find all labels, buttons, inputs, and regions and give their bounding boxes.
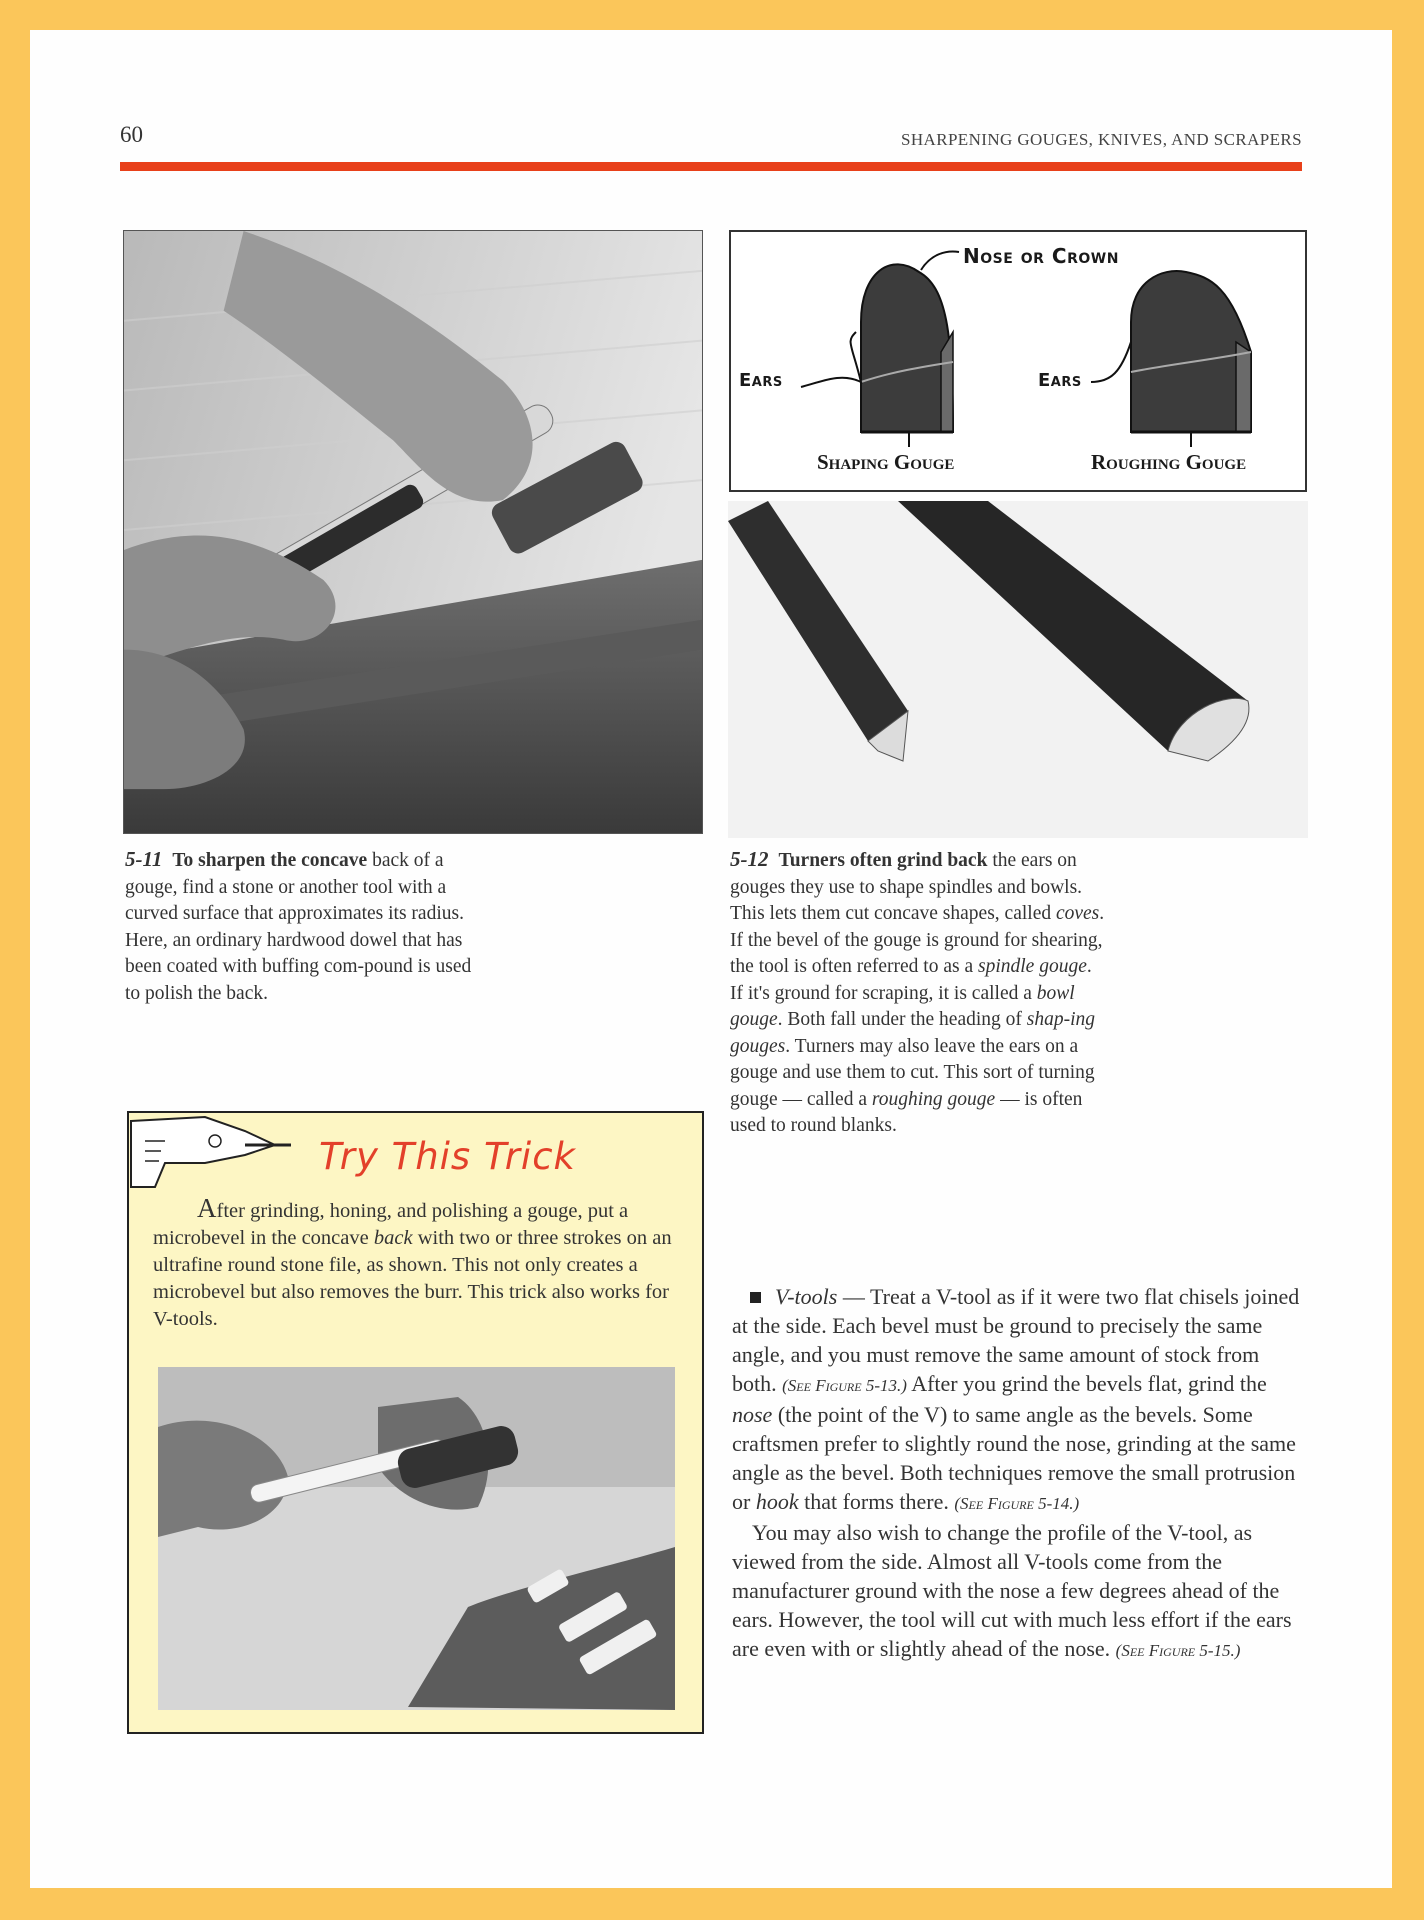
diagram-label-ears-right: Ears <box>1038 370 1082 391</box>
figure-5-12-caption <box>730 846 1105 1140</box>
bullet-icon <box>750 1292 761 1303</box>
caption-text: . If it's ground for scraping, it is called a <box>730 956 1092 1004</box>
trick-title: Try This Trick <box>319 1135 576 1178</box>
drill-icon <box>125 1111 295 1191</box>
paragraph-profile <box>732 1518 1307 1665</box>
figure-5-11-caption <box>125 846 485 1007</box>
trick-photo <box>158 1367 675 1710</box>
term: V-tools <box>775 1284 838 1309</box>
text: After you grind the bevels flat, grind the <box>906 1371 1267 1396</box>
text: You may also wish to change the profile of the V-tool, as viewed from the side. Almost all V-tools come from the manufacturer ground with the nose a few degrees ahead of the ears. However, the tool will cut with much less effort if the ears are even with or slightly ahead of the nose. <box>732 1520 1292 1661</box>
trick-text <box>153 1195 683 1333</box>
header-rule <box>120 162 1302 171</box>
page-number: 60 <box>120 122 143 147</box>
caption-lead: To sharpen the concave <box>172 850 368 871</box>
figure-5-12-photo <box>728 501 1308 838</box>
diagram-label-nose: Nose or Crown <box>963 244 1119 268</box>
diagram-label-shaping: Shaping Gouge <box>817 450 955 474</box>
caption-text: back of a gouge, find a stone or another tool with a curved surface that approximates its radius. Here, an ordinary hardwood dowel that has been coated with buffing com-pound is used to polish the back. <box>125 850 472 1004</box>
figure-5-11-photo <box>123 230 703 834</box>
trick-text-part: fter grinding, honing, and polishing a gouge, put a microbevel in the concave <box>153 1200 629 1249</box>
paragraph-v-tools <box>732 1282 1307 1518</box>
text: — Treat a V-tool as if it were two flat chisels joined at the side. Each bevel must be ground to precisely the same angle, and you must remove the same amount of stock from both. <box>732 1284 1300 1396</box>
figure-reference: (See Figure 5-13.) <box>782 1376 907 1395</box>
figure-number: 5-12 <box>730 847 769 871</box>
caption-term: coves <box>1055 903 1100 924</box>
figure-5-12-diagram <box>729 230 1307 492</box>
term: nose <box>732 1402 773 1427</box>
caption-term: spindle gouge <box>978 956 1087 977</box>
caption-text: — is often used to round blanks. <box>730 1088 1083 1136</box>
caption-text: . Turners may also leave the ears on a gouge and use them to cut. This sort of turning gouge — called a <box>730 1035 1095 1110</box>
text: that forms there. <box>798 1489 955 1514</box>
caption-lead: Turners often grind back <box>778 850 988 871</box>
text: (the point of the V) to same angle as the bevels. Some craftsmen prefer to slightly round the nose, grinding at the same angle as the bevel. Both techniques remove the small protrusion or <box>732 1402 1296 1514</box>
diagram-label-ears-left: Ears <box>739 370 783 391</box>
figure-reference: (See Figure 5-15.) <box>1115 1641 1241 1660</box>
caption-text: . If the bevel of the gouge is ground for shearing, the tool is often referred to as a <box>730 903 1105 977</box>
running-head: SHARPENING GOUGES, KNIVES, AND SCRAPERS <box>901 130 1302 149</box>
figure-reference: (See Figure 5-14.) <box>954 1494 1080 1513</box>
try-this-trick-box <box>127 1111 704 1734</box>
body-text <box>732 1282 1307 1665</box>
caption-term: shap-ing gouges <box>730 1009 1096 1057</box>
term: hook <box>755 1489 799 1514</box>
caption-text: the ears on gouges they use to shape spindles and bowls. This lets them cut concave shapes, called <box>730 850 1083 924</box>
caption-term: bowl gouge <box>730 982 1075 1030</box>
trick-term: back <box>373 1227 413 1249</box>
figure-number: 5-11 <box>125 847 163 871</box>
caption-text: . Both fall under the heading of <box>777 1009 1027 1030</box>
drop-letter: A <box>197 1193 217 1223</box>
diagram-label-roughing: Roughing Gouge <box>1091 450 1247 474</box>
book-page <box>30 30 1392 1888</box>
trick-text-part: with two or three strokes on an ultrafine round stone file, as shown. This not only creates a microbevel but also removes the burr. This trick also works for V-tools. <box>153 1227 672 1330</box>
caption-term: roughing gouge <box>871 1088 996 1110</box>
